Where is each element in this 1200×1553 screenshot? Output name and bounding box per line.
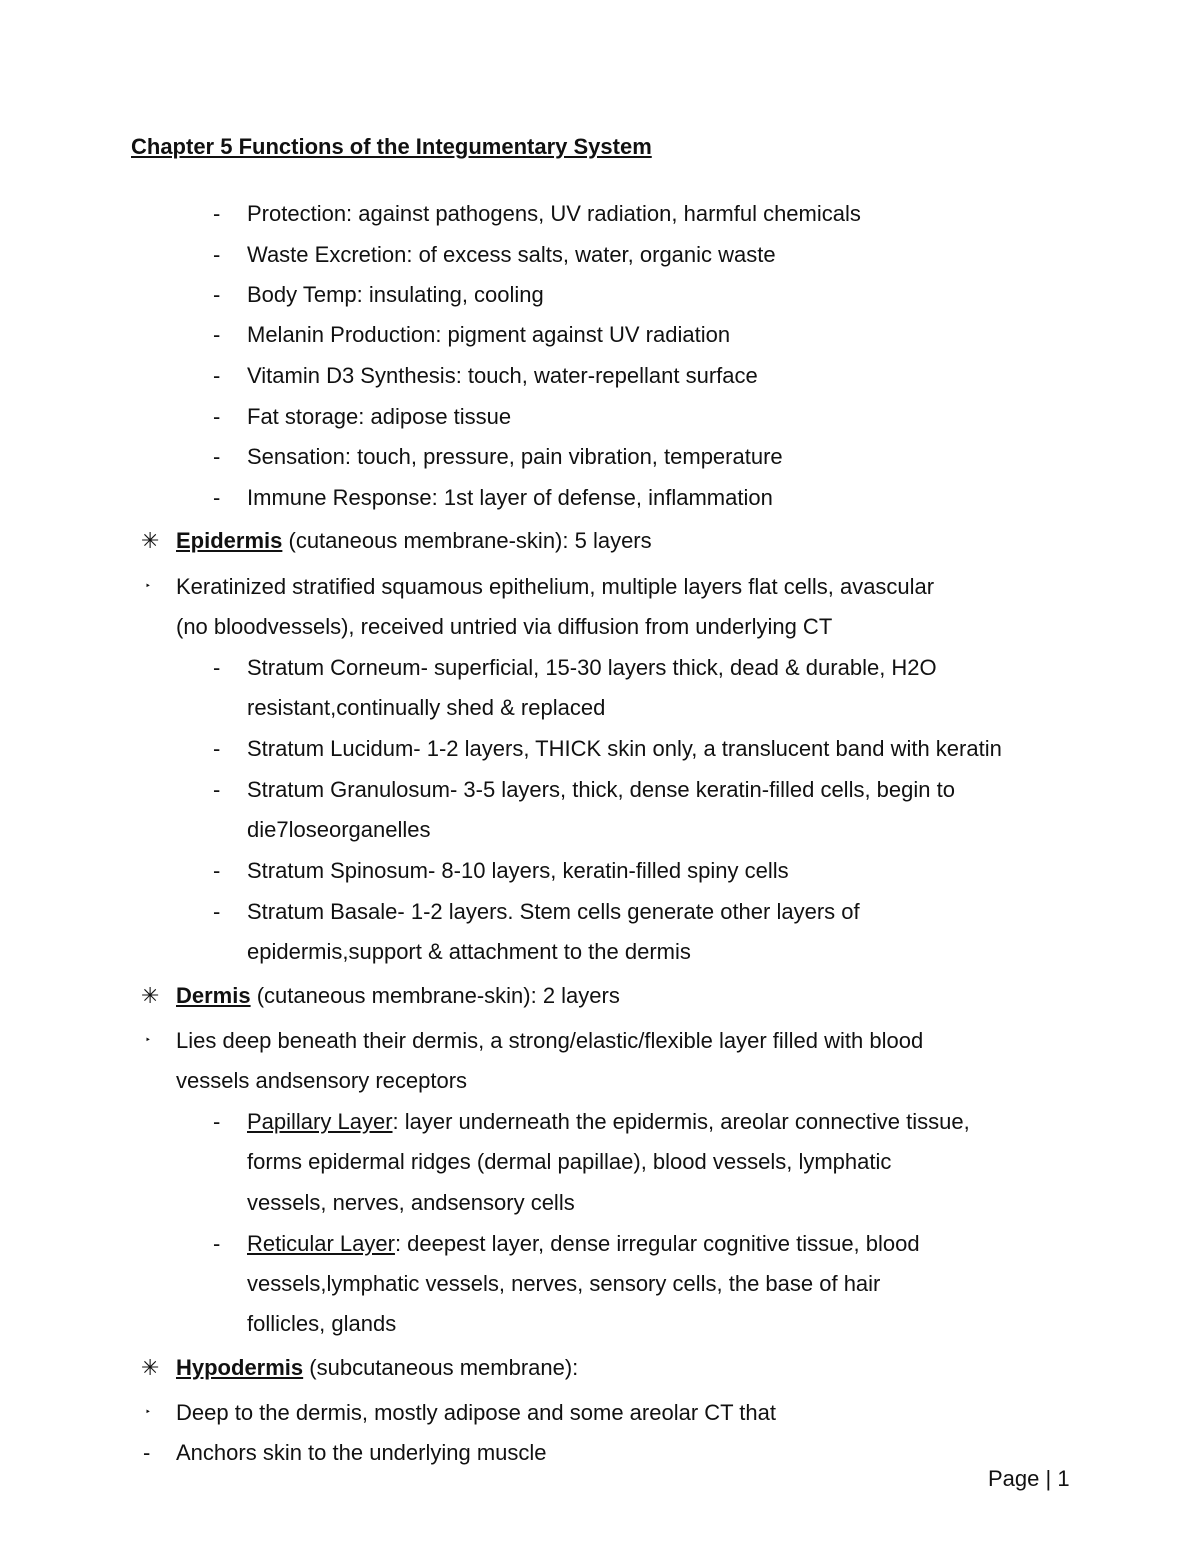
dash-marker: - (213, 485, 221, 510)
dash-marker: - (213, 201, 221, 226)
reticular-layer-label: Reticular Layer (247, 1231, 395, 1256)
dash-marker: - (213, 858, 221, 883)
list-item: : layer underneath the epidermis, areolar connective tissue, (392, 1109, 970, 1134)
list-item: Immune Response: 1st layer of defense, inflammation (247, 485, 773, 510)
list-item: Protection: against pathogens, UV radiation, harmful chemicals (247, 201, 861, 226)
dash-marker: - (213, 242, 221, 267)
list-item: Sensation: touch, pressure, pain vibration, temperature (247, 444, 783, 469)
list-item: Body Temp: insulating, cooling (247, 282, 544, 307)
list-item-continued: vessels, nerves, andsensory cells (247, 1190, 575, 1215)
list-item: Melanin Production: pigment against UV radiation (247, 322, 731, 347)
list-item: : deepest layer, dense irregular cognitive tissue, blood (394, 1231, 920, 1256)
dash-marker: - (213, 363, 221, 388)
dash-marker: - (213, 1109, 221, 1134)
asterisk-icon: ✳ (141, 528, 160, 553)
dash-marker: - (213, 444, 221, 469)
list-item-continued: die7loseorganelles (247, 817, 431, 842)
list-item: Fat storage: adipose tissue (247, 404, 512, 429)
section-heading: Epidermis (176, 528, 283, 553)
dash-marker: - (213, 899, 221, 924)
section-heading-detail: (cutaneous membrane-skin): 2 layers (250, 983, 620, 1008)
dash-marker: - (213, 282, 221, 307)
bullet-text: Deep to the dermis, mostly adipose and some areolar CT that (176, 1400, 777, 1425)
dash-marker: - (213, 655, 221, 680)
list-item: Vitamin D3 Synthesis: touch, water-repellant surface (247, 363, 758, 388)
dash-marker: - (143, 1440, 151, 1465)
page-number: Page | 1 (988, 1466, 1070, 1491)
bullet-text-continued: vessels andsensory receptors (176, 1068, 468, 1093)
asterisk-icon: ✳ (141, 1355, 160, 1380)
dash-marker: - (213, 736, 221, 761)
document-title: Chapter 5 Functions of the Integumentary System (131, 134, 652, 159)
list-item-continued: forms epidermal ridges (dermal papillae), blood vessels, lymphatic (247, 1149, 892, 1174)
list-item: Stratum Spinosum- 8-10 layers, keratin-filled spiny cells (247, 858, 789, 883)
triangle-bullet-icon: ‣ (145, 1035, 151, 1046)
bullet-text: Keratinized stratified squamous epithelium, multiple layers flat cells, avascular (176, 574, 935, 599)
dash-marker: - (213, 777, 221, 802)
dash-marker: - (213, 322, 221, 347)
dash-marker: - (213, 1231, 221, 1256)
list-item: Stratum Basale- 1-2 layers. Stem cells generate other layers of (247, 899, 860, 924)
list-item: Anchors skin to the underlying muscle (176, 1440, 547, 1465)
bullet-text: Lies deep beneath their dermis, a strong/elastic/flexible layer filled with blood (176, 1028, 924, 1053)
list-item: Stratum Lucidum- 1-2 layers, THICK skin only, a translucent band with keratin (247, 736, 1002, 761)
list-item-continued: resistant,continually shed & replaced (247, 695, 606, 720)
list-item: Stratum Corneum- superficial, 15-30 layers thick, dead & durable, H2O (247, 655, 937, 680)
list-item: Stratum Granulosum- 3-5 layers, thick, dense keratin-filled cells, begin to (247, 777, 955, 802)
list-item-continued: epidermis,support & attachment to the dermis (247, 939, 691, 964)
triangle-bullet-icon: ‣ (145, 581, 151, 592)
list-item-continued: vessels,lymphatic vessels, nerves, sensory cells, the base of hair (247, 1271, 881, 1296)
section-heading-detail: (cutaneous membrane-skin): 5 layers (282, 528, 652, 553)
list-item-continued: follicles, glands (247, 1311, 397, 1336)
bullet-text-continued: (no bloodvessels), received untried via diffusion from underlying CT (176, 614, 833, 639)
section-heading: Dermis (176, 983, 251, 1008)
section-heading: Hypodermis (176, 1355, 304, 1380)
papillary-layer-label: Papillary Layer (247, 1109, 393, 1134)
triangle-bullet-icon: ‣ (145, 1407, 151, 1418)
asterisk-icon: ✳ (141, 983, 160, 1008)
section-heading-detail: (subcutaneous membrane): (303, 1355, 579, 1380)
list-item: Waste Excretion: of excess salts, water, organic waste (247, 242, 776, 267)
dash-marker: - (213, 404, 221, 429)
